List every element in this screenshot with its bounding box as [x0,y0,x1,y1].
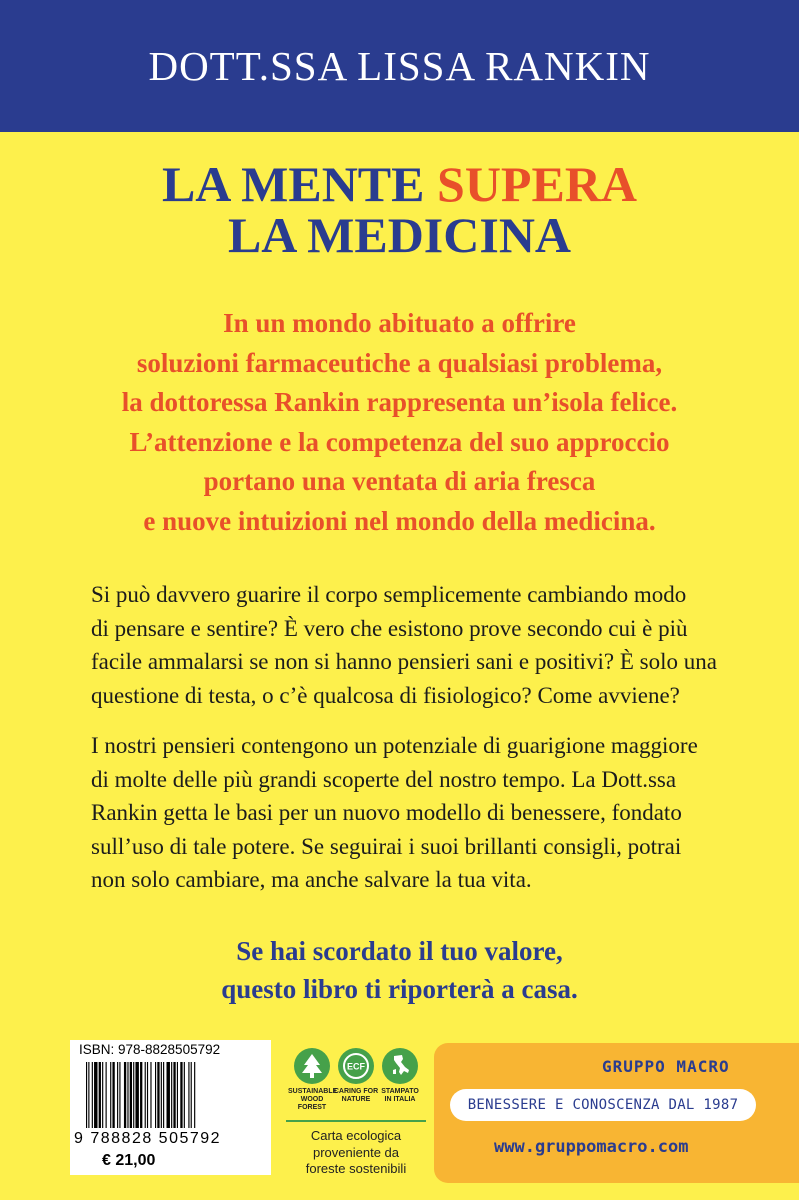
ecf-icon-text: ECF [347,1061,365,1072]
publisher-name: GRUPPO MACRO [602,1057,730,1076]
eco-certifications [286,1040,426,1185]
paragraph-line: di molte delle più grandi scoperte del nostro tempo. La Dott.ssa [91,766,677,792]
publisher-tagline-pill [450,1089,756,1121]
publisher-tagline: BENESSERE E CONOSCENZA DAL 1987 [467,1097,739,1113]
eco-text-line: Carta ecologica [310,1128,402,1143]
closing-statement [0,932,799,1008]
eco-label-line: NATURE [341,1096,371,1103]
eco-label-line: CARING FOR [333,1088,379,1095]
paragraph-line: I nostri pensieri contengono un potenziale di guarigione maggiore [91,733,698,758]
eco-divider [286,1120,426,1122]
eco-label-line: STAMPATO [381,1088,419,1095]
lead-line: e nuove intuizioni nel mondo della medicina. [143,505,656,536]
title-accent: SUPERA [437,156,638,212]
lead-line: portano una ventata di aria fresca [203,466,596,496]
barcode-label [70,1040,271,1175]
ecf-icon [338,1048,374,1084]
book-title-line2: LA MEDICINA [227,207,572,263]
tree-icon [294,1048,330,1084]
lead-line: soluzioni farmaceutiche a qualsiasi problema, [136,347,663,378]
eco-paper-text [286,1128,426,1178]
italy-map-icon [382,1048,418,1084]
lead-line: L’attenzione e la competenza del suo approccio [129,426,670,457]
isbn-text: ISBN: 978-8828505792 [79,1042,221,1057]
eco-label-caring [332,1088,380,1104]
eco-label-sustainable [288,1088,336,1112]
eco-label-line: WOOD FOREST [297,1096,327,1111]
author-name: DOTT.SSA LISSA RANKIN [148,43,651,89]
paragraph-line: sull’uso di tale potere. Se seguirai i suoi brillanti consigli, potrai [91,833,682,859]
eco-label-italy [376,1088,424,1104]
eco-label-line: IN ITALIA [384,1096,416,1103]
publisher-url: www.gruppomacro.com [494,1137,689,1157]
paragraph-line: questione di testa, o c’è qualcosa di fisiologico? Come avviene? [91,682,680,708]
barcode-digits: 9 788828 505792 [74,1130,222,1147]
closing-line: questo libro ti riporterà a casa. [221,974,578,1004]
paragraph-line: non solo cambiare, ma anche salvare la tua vita. [91,867,532,892]
eco-text-line: proveniente da [312,1144,399,1160]
lead-line: la dottoressa Rankin rappresenta un’isola felice. [121,387,678,417]
book-title-line1 [0,156,799,212]
closing-line: Se hai scordato il tuo valore, [236,936,563,966]
author-banner [0,0,799,132]
description-paragraph-2 [91,729,711,897]
barcode-bars [70,1062,271,1130]
description-paragraph-1 [91,578,717,712]
paragraph-line: Si può davvero guarire il corpo semplicemente cambiando modo [91,582,687,607]
title-part: LA MENTE [161,156,438,212]
lead-quote [0,304,799,541]
price-text: € 21,00 [102,1152,156,1169]
eco-text-line: foreste sostenibili [305,1161,407,1176]
publisher-block [434,1043,799,1183]
lead-line: In un mondo abituato a offrire [223,308,576,338]
paragraph-line: facile ammalarsi se non si hanno pensieri sani e positivi? È solo una [91,649,717,674]
paragraph-line: Rankin getta le basi per un nuovo modello di benessere, fondato [91,800,682,825]
eco-label-line: SUSTAINABLE [288,1088,338,1095]
paragraph-line: di pensare e sentire? È vero che esistono prove secondo cui è più [91,615,688,641]
